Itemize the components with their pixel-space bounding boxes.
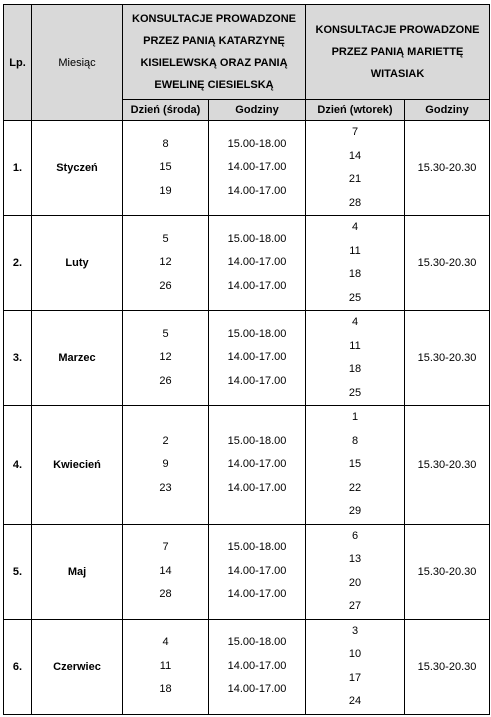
wednesday-hours-item: 14.00-17.00 — [227, 458, 287, 470]
wednesday-hours-item: 15.00-18.00 — [227, 137, 287, 150]
wednesday-hours-item: 14.00-17.00 — [227, 256, 287, 269]
wednesday-hours — [209, 311, 306, 406]
tuesday-days-item: 24 — [348, 695, 362, 707]
wednesday-days — [123, 311, 209, 406]
row-number: 4. — [4, 406, 32, 525]
month-name: Luty — [32, 216, 123, 311]
wednesday-days-item: 18 — [159, 683, 172, 696]
month-name: Czerwiec — [32, 619, 123, 714]
wednesday-days — [123, 524, 209, 619]
hours1-header: Godziny — [209, 100, 306, 121]
consultation-schedule-table — [3, 4, 490, 715]
tuesday-days — [306, 406, 405, 525]
tuesday-days-item: 28 — [348, 196, 362, 209]
table-row — [4, 524, 490, 619]
month-header: Miesiąc — [32, 5, 123, 121]
tuesday-days-item: 21 — [348, 173, 362, 185]
wednesday-hours-item: 14.00-17.00 — [227, 279, 287, 292]
tuesday-days-item: 8 — [351, 434, 359, 447]
wednesday-days-item: 7 — [162, 541, 169, 554]
wednesday-hours-item: 14.00-17.00 — [227, 683, 287, 696]
wednesday-days-item: 26 — [159, 374, 172, 387]
wednesday-days-item: 14 — [159, 564, 172, 577]
wednesday-hours-item: 15.00-18.00 — [227, 232, 287, 245]
wednesday-hours-item: 14.00-17.00 — [227, 351, 287, 364]
tuesday-days-item: 20 — [348, 576, 362, 589]
tuesday-days — [306, 121, 405, 216]
hours2-header: Godziny — [405, 100, 490, 121]
wednesday-days-item: 15 — [159, 161, 172, 174]
tuesday-days-item: 29 — [348, 505, 362, 517]
tuesday-hours: 15.30-20.30 — [405, 406, 490, 525]
row-number: 3. — [4, 311, 32, 406]
wednesday-days-item: 5 — [162, 232, 169, 245]
tuesday-days-item: 6 — [351, 529, 359, 542]
tuesday-days-item: 11 — [349, 339, 361, 352]
tuesday-days-item: 18 — [348, 363, 362, 375]
wednesday-days — [123, 216, 209, 311]
table-row — [4, 406, 490, 525]
wednesday-days-item: 8 — [162, 137, 169, 150]
tuesday-days — [306, 619, 405, 714]
tuesday-days-item: 25 — [348, 291, 362, 304]
tuesday-days-item: 27 — [348, 600, 362, 612]
row-number: 5. — [4, 524, 32, 619]
wednesday-hours-item: 14.00-17.00 — [227, 184, 287, 197]
wednesday-hours-item: 14.00-17.00 — [227, 659, 287, 672]
tuesday-days-item: 1 — [351, 411, 359, 423]
lp-header: Lp. — [4, 5, 32, 121]
row-number: 1. — [4, 121, 32, 216]
wednesday-days-item: 19 — [159, 184, 172, 197]
wednesday-days-item: 9 — [162, 458, 169, 470]
group2-header: KONSULTACJE PROWADZONE PRZEZ PANIĄ MARIETTĘ WITASIAK — [306, 5, 490, 100]
wednesday-hours-item: 14.00-17.00 — [227, 161, 287, 174]
tuesday-days-item: 25 — [348, 386, 362, 399]
wednesday-hours — [209, 524, 306, 619]
row-number: 6. — [4, 619, 32, 714]
month-name: Styczeń — [32, 121, 123, 216]
tuesday-hours: 15.30-20.30 — [405, 619, 490, 714]
group1-header: KONSULTACJE PROWADZONE PRZEZ PANIĄ KATARZYNĘ KISIELEWSKĄ ORAZ PANIĄ EWELINĘ CIESIELSKĄ — [123, 5, 306, 100]
schedule-body — [4, 121, 490, 715]
wednesday-days-item: 2 — [162, 434, 169, 447]
tuesday-days-item: 7 — [351, 126, 359, 138]
wednesday-days — [123, 406, 209, 525]
month-name: Marzec — [32, 311, 123, 406]
wednesday-days-item: 5 — [162, 327, 169, 340]
wednesday-hours — [209, 406, 306, 525]
tuesday-days — [306, 524, 405, 619]
wednesday-hours-item: 15.00-18.00 — [227, 636, 287, 649]
table-row — [4, 121, 490, 216]
tuesday-days-item: 3 — [351, 624, 359, 637]
tuesday-days-item: 15 — [348, 458, 362, 470]
wednesday-hours — [209, 121, 306, 216]
tuesday-days-item: 10 — [348, 648, 362, 660]
wednesday-hours-item: 15.00-18.00 — [227, 327, 287, 340]
wednesday-hours — [209, 619, 306, 714]
month-name: Kwiecień — [32, 406, 123, 525]
wednesday-hours-item: 15.00-18.00 — [227, 541, 287, 554]
wednesday-days-item: 26 — [159, 279, 172, 292]
tuesday-days-item: 18 — [348, 268, 362, 280]
tuesday-hours: 15.30-20.30 — [405, 524, 490, 619]
wednesday-hours-item: 14.00-17.00 — [227, 374, 287, 387]
wednesday-days-item: 12 — [159, 351, 172, 364]
wednesday-days — [123, 121, 209, 216]
tuesday-days-item: 11 — [349, 244, 361, 257]
tuesday-days-item: 14 — [348, 149, 362, 162]
wednesday-days-item: 12 — [159, 256, 172, 269]
wednesday-hours-item: 15.00-18.00 — [227, 434, 287, 447]
wednesday-days-item: 23 — [159, 481, 172, 494]
row-number: 2. — [4, 216, 32, 311]
day1-header: Dzień (środa) — [123, 100, 209, 121]
table-row — [4, 311, 490, 406]
tuesday-hours: 15.30-20.30 — [405, 311, 490, 406]
wednesday-days-item: 28 — [159, 588, 172, 601]
tuesday-days — [306, 216, 405, 311]
tuesday-hours: 15.30-20.30 — [405, 121, 490, 216]
wednesday-hours-item: 14.00-17.00 — [227, 564, 287, 577]
tuesday-days — [306, 311, 405, 406]
wednesday-hours-item: 14.00-17.00 — [227, 588, 287, 601]
tuesday-days-item: 4 — [351, 316, 359, 328]
month-name: Maj — [32, 524, 123, 619]
wednesday-days-item: 11 — [159, 659, 172, 672]
tuesday-days-item: 17 — [348, 671, 362, 684]
wednesday-days-item: 4 — [162, 636, 169, 649]
tuesday-days-item: 4 — [351, 221, 359, 233]
tuesday-hours: 15.30-20.30 — [405, 216, 490, 311]
wednesday-days — [123, 619, 209, 714]
day2-header: Dzień (wtorek) — [306, 100, 405, 121]
tuesday-days-item: 13 — [348, 553, 362, 565]
table-row — [4, 619, 490, 714]
table-row — [4, 216, 490, 311]
wednesday-hours-item: 14.00-17.00 — [227, 481, 287, 494]
tuesday-days-item: 22 — [348, 481, 362, 494]
wednesday-hours — [209, 216, 306, 311]
